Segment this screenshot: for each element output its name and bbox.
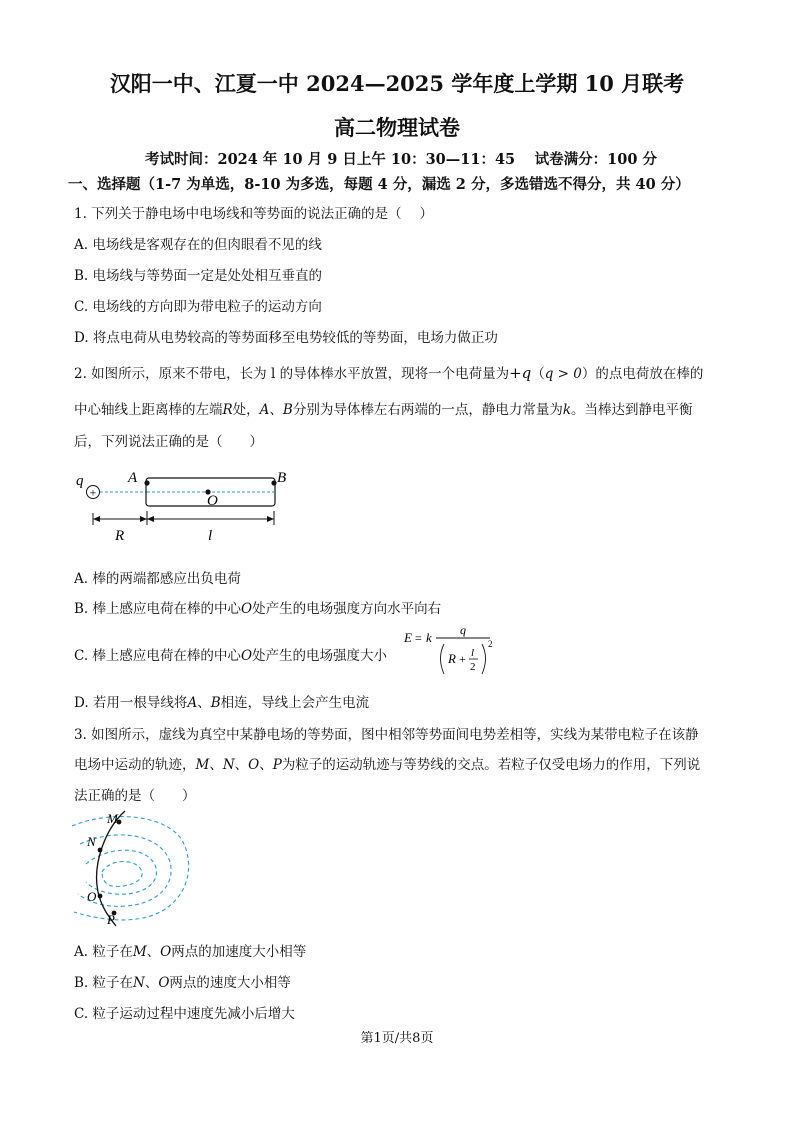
q3-option-c: C. 粒子运动过程中速度先减小后增大 bbox=[74, 1006, 295, 1022]
page-number: 第1页/共8页 bbox=[360, 1031, 434, 1046]
q3-stem-line2: 电场中运动的轨迹，M、N、O、P为粒子的运动轨迹与等势线的交点。若粒子仅受电场力的作用，下列说 bbox=[74, 757, 701, 773]
right-paren bbox=[482, 644, 486, 674]
equipotential-inner bbox=[102, 862, 142, 887]
q3-stem-line3: 法正确的是（ ） bbox=[74, 788, 196, 804]
q2-rod-figure bbox=[70, 465, 300, 550]
fig-label-p: P bbox=[107, 912, 115, 927]
left-paren bbox=[441, 644, 445, 674]
point-b bbox=[271, 480, 276, 485]
q2-option-a: A. 棒的两端都感应出负电荷 bbox=[74, 571, 241, 587]
svg-text:R: R bbox=[448, 651, 456, 666]
q2-option-b: B. 棒上感应电荷在棒的中心O处产生的电场强度方向水平向右 bbox=[74, 601, 442, 617]
q2-stem-line3: 后，下列说法正确的是（ ） bbox=[74, 434, 263, 450]
fig-label-o: O bbox=[87, 889, 97, 904]
q1-option-b: B. 电场线与等势面一定是处处相互垂直的 bbox=[74, 268, 323, 284]
field-formula bbox=[402, 622, 497, 682]
fig-label-b: B bbox=[277, 470, 287, 486]
q2-stem-line2: 中心轴线上距离棒的左端R处，A、B分别为导体棒左右两端的一点，静电力常量为k。当棒达到静电平衡 bbox=[74, 402, 693, 418]
fig-label-a: A bbox=[128, 470, 138, 486]
q1-option-d: D. 将点电荷从电势较高的等势面移至电势较低的等势面，电场力做正功 bbox=[74, 330, 498, 346]
paper-subtitle: 高二物理试卷 bbox=[334, 115, 460, 140]
fig-label-q: q bbox=[76, 473, 84, 489]
svg-text:+: + bbox=[459, 652, 466, 666]
q1-stem: 1. 下列关于静电场中电场线和等势面的说法正确的是（ ） bbox=[74, 206, 433, 222]
point-o bbox=[98, 894, 103, 899]
fig-label-r: R bbox=[115, 528, 125, 544]
point-a bbox=[144, 480, 149, 485]
svg-text:l: l bbox=[471, 647, 475, 659]
equipotential-lines bbox=[72, 817, 189, 920]
q3-option-a: A. 粒子在M、O两点的加速度大小相等 bbox=[74, 944, 307, 960]
svg-text:E: E bbox=[404, 630, 412, 645]
exam-info: 考试时间：2024 年 10 月 9 日上午 10：30—11：45 试卷满分：100 分 bbox=[145, 151, 657, 168]
svg-text:2: 2 bbox=[470, 661, 476, 673]
q2-stem-line1: 2. 如图所示，原来不带电，长为 l 的导体棒水平放置，现将一个电荷量为+q（q > 0）的点电荷放在棒的 bbox=[74, 364, 704, 382]
particle-trajectory bbox=[97, 811, 125, 926]
svg-text:k: k bbox=[426, 630, 432, 645]
fig-label-n: N bbox=[87, 834, 96, 849]
q3-equipotential-figure bbox=[70, 808, 195, 930]
fig-label-l: l bbox=[208, 528, 213, 544]
q2-option-d: D. 若用一根导线将A、B相连，导线上会产生电流 bbox=[74, 695, 370, 711]
q1-option-c: C. 电场线的方向即为带电粒子的运动方向 bbox=[74, 299, 322, 315]
q1-option-a: A. 电场线是客观存在的但肉眼看不见的线 bbox=[74, 237, 322, 253]
fig-label-o: O bbox=[207, 493, 218, 509]
svg-text:=: = bbox=[415, 631, 422, 645]
section-heading: 一、选择题（1-7 为单选，8-10 为多选，每题 4 分，漏选 2 分，多选错选不得分，共 40 分） bbox=[68, 176, 690, 193]
q3-option-b: B. 粒子在N、O两点的速度大小相等 bbox=[74, 975, 291, 991]
svg-text:q: q bbox=[460, 623, 466, 637]
q2-option-c: C. 棒上感应电荷在棒的中心O处产生的电场强度大小 bbox=[74, 648, 388, 664]
q3-stem-line1: 3. 如图所示，虚线为真空中某静电场的等势面，图中相邻等势面间电势差相等，实线为某带电粒子在该静 bbox=[74, 727, 699, 743]
point-charge-sign: + bbox=[89, 485, 97, 500]
fig-label-m: M bbox=[107, 811, 118, 826]
svg-text:2: 2 bbox=[488, 639, 493, 649]
point-n bbox=[98, 848, 103, 853]
exam-title: 汉阳一中、江夏一中 2024—2025 学年度上学期 10 月联考 bbox=[109, 71, 685, 96]
